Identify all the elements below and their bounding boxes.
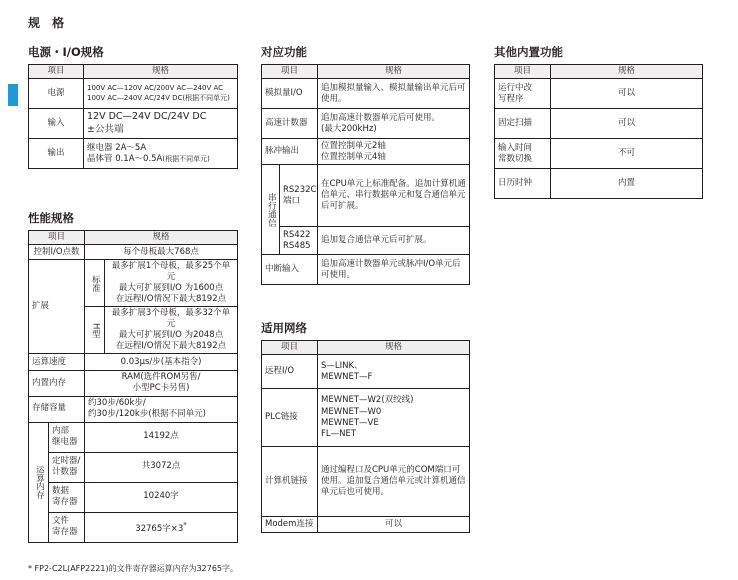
table-row [262, 355, 470, 389]
table-row [29, 396, 238, 422]
row-value: 在CPU单元上标准配备。追加计算机通信单元、串行数据单元和复合通信单元后可扩展。 [318, 165, 470, 227]
other-functions-title: 其他内置功能 [494, 45, 563, 59]
op-memory-label: 运算内存 [29, 422, 49, 542]
table-row [29, 260, 238, 307]
row-label: 计算机链接 [262, 447, 318, 517]
row-label: 文件 寄存器 [49, 512, 85, 542]
row-label: 输入 [29, 109, 84, 139]
row-label: 内部 继电器 [49, 422, 85, 452]
row-value: 约30步/60k步/ 约30步/120k步(根据不同单元) [85, 396, 238, 422]
table-header-row [495, 65, 703, 79]
row-label: 模拟量I/O [262, 79, 318, 109]
table-row [262, 139, 470, 165]
table-row [262, 447, 470, 517]
performance-table [28, 230, 238, 543]
table-row [29, 109, 238, 139]
table-header-row [29, 65, 238, 79]
row-value: 追加复合通信单元后可扩展。 [318, 227, 470, 255]
header-item: 项目 [262, 341, 318, 355]
row-value: MEWNET—W2(双绞线) MEWNET—W0 MEWNET—VE FL—NET [318, 389, 470, 447]
row-label: 定时器/ 计数器 [49, 452, 85, 482]
row-label: 输入时间 常数切换 [495, 139, 551, 169]
functions-table [261, 64, 470, 285]
row-label: 固定扫描 [495, 109, 551, 139]
row-label: PLC链接 [262, 389, 318, 447]
expansion-h-type-label: H型 [85, 307, 105, 354]
serial-label: 串行通信 [262, 165, 280, 255]
row-value: 追加高速计数器单元或脉冲I/O单元后可使用。 [318, 255, 470, 285]
row-value: 继电器 2A～5A 晶体管 0.1A～0.5A(根据不同单元) [84, 139, 238, 169]
row-value: 每个母板最大768点 [85, 245, 238, 260]
footnote: * FP2-C2L(AFP2221)的文件寄存器运算内存为32765字。 [28, 564, 239, 573]
header-item: 项目 [262, 65, 318, 79]
table-row [29, 512, 238, 542]
row-label: 存储容量 [29, 396, 85, 422]
row-label: 中断输入 [262, 255, 318, 285]
table-header-row [29, 231, 238, 245]
power-io-title: 电源・I/O规格 [28, 45, 104, 59]
row-label: 脉冲输出 [262, 139, 318, 165]
row-value: 10240字 [85, 482, 238, 512]
row-label: 远程I/O [262, 355, 318, 389]
row-value: 14192点 [85, 422, 238, 452]
header-spec: 规格 [318, 341, 470, 355]
row-value: 可以 [318, 517, 470, 533]
table-row [29, 354, 238, 371]
row-value: 最多扩展3个母板，最多32个单元 最大可扩展到I/O 为2048点 在远程I/O情况下最大8192点 [105, 307, 238, 354]
table-row [262, 227, 470, 255]
row-label: 数据 寄存器 [49, 482, 85, 512]
row-label: RS422 RS485 [280, 227, 318, 255]
row-label: 高速计数器 [262, 109, 318, 139]
table-row [262, 255, 470, 285]
table-row [29, 422, 238, 452]
performance-title: 性能规格 [28, 211, 74, 225]
header-spec: 规格 [85, 231, 238, 245]
row-value: 追加模拟量输入、模拟量输出单元后可使用。 [318, 79, 470, 109]
table-row [29, 482, 238, 512]
footnote-mark: * [183, 519, 187, 529]
power-io-table [28, 64, 238, 169]
header-spec: 规格 [84, 65, 238, 79]
row-value: 最多扩展1个母板，最多25个单元 最大可扩展到I/O 为1600点 在远程I/O情况下最大8192点 [105, 260, 238, 307]
header-item: 项目 [29, 231, 85, 245]
row-value: 追加高速计数器单元后可使用。 (最大200kHz) [318, 109, 470, 139]
row-value: RAM(选件ROM另售/ 小型PC卡另售) [85, 371, 238, 396]
table-row [29, 79, 238, 109]
row-value: 位置控制单元2轴 位置控制单元4轴 [318, 139, 470, 165]
row-value: 100V AC—120V AC/200V AC—240V AC 100V AC—240V AC/24V DC(根据不同单元) [84, 79, 238, 109]
table-row [495, 169, 703, 199]
expansion-standard-label: 标准 [85, 260, 105, 307]
row-value: 0.03μs/步(基本指令) [85, 354, 238, 371]
row-value: 不可 [551, 139, 703, 169]
table-row [262, 517, 470, 533]
row-label: 控制I/O点数 [29, 245, 85, 260]
header-item: 项目 [495, 65, 551, 79]
row-value: 共3072点 [85, 452, 238, 482]
header-spec: 规格 [318, 65, 470, 79]
row-value: 32765字×3* [85, 512, 238, 542]
row-label: 日历时钟 [495, 169, 551, 199]
row-label: Modem连接 [262, 517, 318, 533]
functions-title: 对应功能 [261, 45, 307, 59]
networks-title: 适用网络 [261, 321, 307, 335]
row-label: 运算速度 [29, 354, 85, 371]
row-value: 12V DC—24V DC/24V DC ±公共端 [84, 109, 238, 139]
header-spec: 规格 [551, 65, 703, 79]
row-label: 内置内存 [29, 371, 85, 396]
row-label: 电源 [29, 79, 84, 109]
row-label: 输出 [29, 139, 84, 169]
row-value: 可以 [551, 79, 703, 109]
row-label: 扩展 [29, 260, 85, 354]
other-functions-table [494, 64, 703, 199]
table-row [262, 389, 470, 447]
section-marker [8, 84, 18, 106]
table-row [29, 452, 238, 482]
table-header-row [262, 341, 470, 355]
table-row [29, 139, 238, 169]
row-value: 通过编程口及CPU单元的COM端口可使用。追加复合通信单元或计算机通信单元后也可使用。 [318, 447, 470, 517]
header-item: 项目 [29, 65, 84, 79]
table-row [495, 109, 703, 139]
table-row [262, 109, 470, 139]
table-row [495, 139, 703, 169]
page-title: 规 格 [28, 16, 69, 30]
row-value: 内置 [551, 169, 703, 199]
row-value: S—LINK、 MEWNET—F [318, 355, 470, 389]
networks-table [261, 340, 470, 533]
table-row [262, 165, 470, 227]
table-row [262, 79, 470, 109]
row-label: 运行中改 写程序 [495, 79, 551, 109]
row-value: 可以 [551, 109, 703, 139]
table-row [29, 371, 238, 396]
table-row [495, 79, 703, 109]
row-label: RS232C 端口 [280, 165, 318, 227]
table-row [29, 245, 238, 260]
table-header-row [262, 65, 470, 79]
